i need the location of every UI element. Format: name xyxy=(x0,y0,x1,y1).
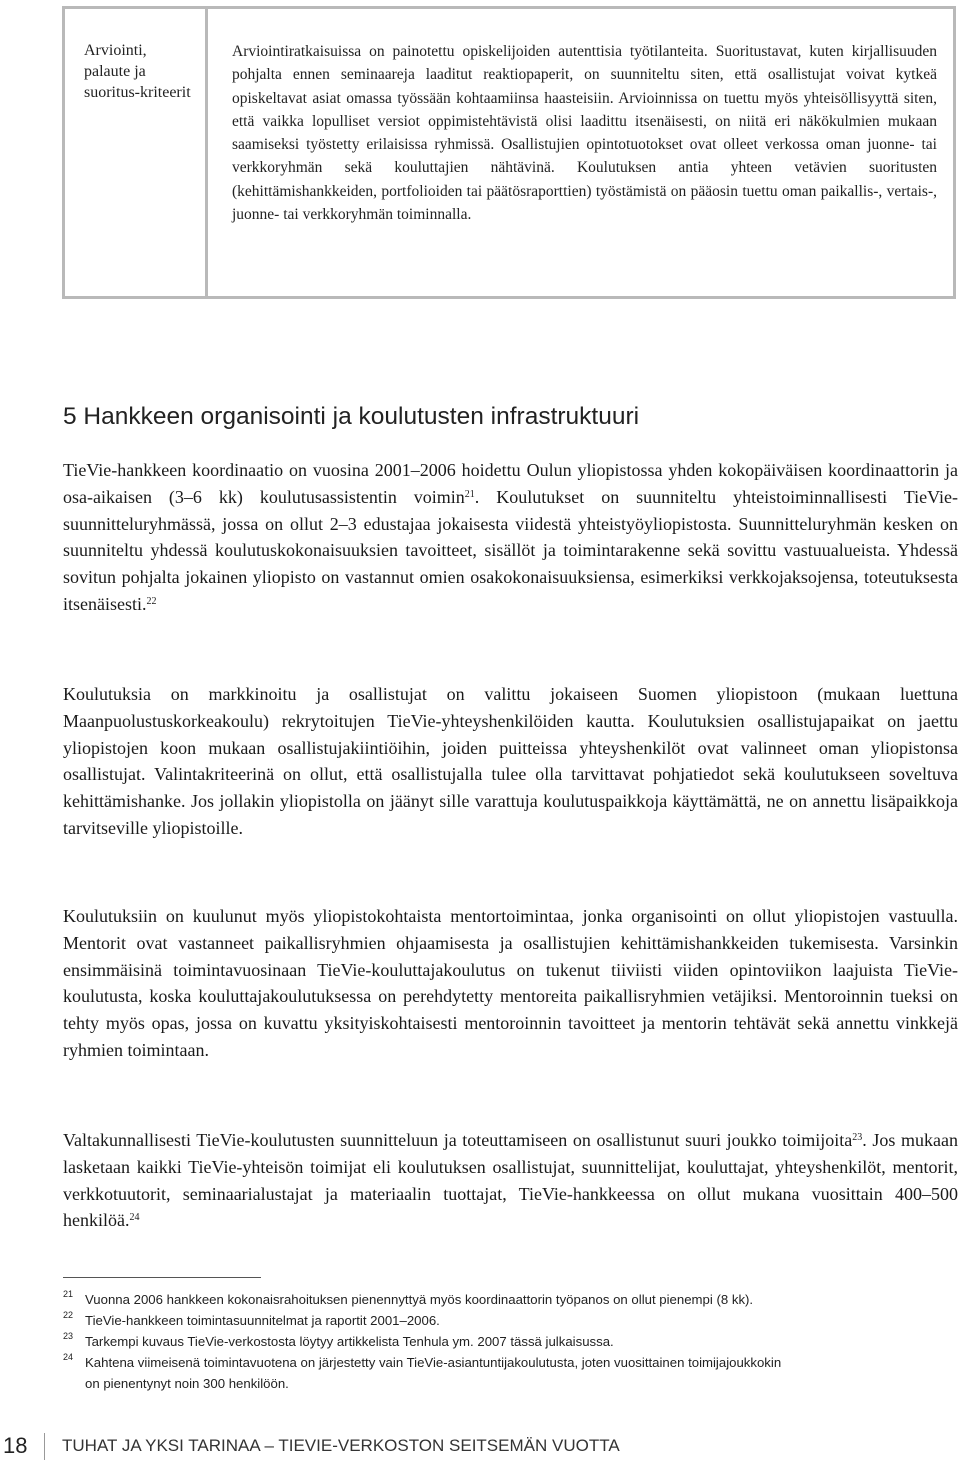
footnote-number: 23 xyxy=(63,1331,74,1341)
paragraph-text: TieVie-hankkeen koordinaatio on vuosina 2001–2006 hoidettu Oulun yliopistossa yhden kokopäiväisen koordinaattorin ja osa-aikaisen (3–6 kk) koulutusassistentin voimin xyxy=(63,460,958,507)
running-title: TUHAT JA YKSI TARINAA – TIEVIE-VERKOSTON SEITSEMÄN VUOTTA xyxy=(62,1436,620,1455)
paragraph-3: Koulutuksiin on kuulunut myös yliopistokohtaista mentortoimintaa, jonka organisointi on ollut yliopistojen vastuulla. Mentorit ovat vastanneet paikallisryhmien ohjaamisesta ja osallistujien kehittämishankkeiden tukemisesta. Varsinkin ensimmäisinä toimintavuosinaan TieVie-kouluttajakoulutus on tukenut tiiviisti viiden opintoviikon laajuista TieVie-koulutusta, koska kouluttajakoulutuksessa on perehdytetty mentoreita paikallisryhmien vetäjiksi. Mentoroinnin tueksi on tehty myös opas, jossa on kuvattu yksityiskohtaisesti mentoroinnin tavoitteet ja mentorin tehtävät sekä annettu vinkkejä ryhmien toimintaan. xyxy=(63,906,958,1060)
paragraph-text: Valtakunnallisesti TieVie-koulutusten suunnitteluun ja toteuttamiseen on osallistunut suuri joukko toimijoita xyxy=(63,1130,853,1150)
info-box xyxy=(62,6,956,299)
footnote-number: 21 xyxy=(63,1289,74,1299)
section-heading: 5 Hankkeen organisointi ja koulutusten infrastruktuuri xyxy=(63,403,640,430)
footnote-text: TieVie-hankkeen toimintasuunnitelmat ja raportit 2001–2006. xyxy=(85,1313,440,1328)
footnote-ref: 24 xyxy=(129,1212,140,1224)
footnote-ref: 21 xyxy=(464,488,475,500)
footnote-rule xyxy=(63,1277,261,1278)
paragraph-4 xyxy=(63,1127,958,1234)
footnote-ref: 23 xyxy=(852,1132,863,1143)
footnote-number: 24 xyxy=(63,1352,74,1362)
footnote-ref: 22 xyxy=(146,595,157,607)
footnote-text: Kahtena viimeisenä toimintavuotena on järjestetty vain TieVie-asiantuntijakoulutusta, joten vuosittainen toimijajoukkokin xyxy=(85,1355,782,1370)
box-label: Arviointi, palaute ja suoritus-kriteerit xyxy=(84,42,191,101)
footer-divider xyxy=(44,1433,45,1460)
footnote-text: Vuonna 2006 hankkeen kokonaisrahoituksen pienennyttyä myös koordinaattorin työpanos on ollut pienempi (8 kk). xyxy=(85,1292,754,1307)
box-divider xyxy=(205,9,208,296)
paragraph-2: Koulutuksia on markkinoitu ja osallistujat on valittu jokaiseen Suomen yliopistoon (mukaan luettuna Maanpuolustuskorkeakoulu) rekrytoitujen TieVie-yhteyshenkilöiden kautta. Koulutuksien osallistujapaikat on jaettu yliopistojen koon mukaan osallistujakiintiöihin, joiden puitteissa yhteyshenkilöt ovat valinneet oman yliopistonsa osallistujat. Valintakriteerinä on ollut, että osallistujalla tulee olla tarvittavat pohjatiedot sekä koulutukseen soveltuva kehittämishanke. Jos jollakin yliopistolla on jäänyt sille varattuja koulutuspaikkoja käyttämättä, ne on annettu lisäpaikkoja tarvitseville yliopistoille. xyxy=(63,684,958,838)
paragraph-text: . Jos mukaan lasketaan kaikki TieVie-yhteisön toimijat eli koulutuksen osallistujat, suunnittelijat, kouluttajat, yhteyshenkilöt, mentorit, verkkotuutorit, seminaarialustajat ja materiaalin tuottajat, TieVie-hankkeessa on ollut mukana vuosittain 400–500 henkilöä. xyxy=(63,1130,958,1231)
paragraph-text: . Koulutukset on suunniteltu yhteistoiminnallisesti TieVie-suunnitteluryhmässä, jossa on ollut 2–3 edustajaa jokaisesta viidestä yhteistyöyliopistosta. Suunnitteluryhmän kesken on suunniteltu yhdessä koulutuskokonaisuuksien tavoitteet, sisällöt ja toimintarakenne sekä sovittu vastuualueista. Yhdessä sovitun pohjalta jokainen yliopisto on vastannut omien osakokonaisuuksiensa, esimerkiksi verkkojaksojensa, toteutuksesta itsenäisesti. xyxy=(63,486,958,614)
paragraph-1 xyxy=(63,457,958,618)
page-number: 18 xyxy=(3,1433,28,1458)
footnote-number: 22 xyxy=(63,1310,74,1320)
page-footer xyxy=(0,1433,960,1463)
box-text: Arviointiratkaisuissa on painotettu opiskelijoiden autenttisia työtilanteita. Suoritustavat, kuten kirjallisuuden pohjalta ennen seminaareja laaditut reaktiopaperit, on suunniteltu siten, että osallistujat voivat kytkeä opiskeltavat asiat omassa työssään kohtaamiinsa haasteisiin. Arvioinnissa on tuettu myös yhteisöllisyyttä siten, että vaikka lopulliset versiot oppimistehtävistä olisi laadittu itsenäisesti, on niitä eri näkökulmien mukaan saamiseksi työstetty erilaisissa ryhmissä. Osallistujien opintotuotokset ovat olleet verkossa oman juonne- tai verkkoryhmän sekä kouluttajien nähtävinä. Koulutuksen antia yhteen vetävien suoritusten (kehittämishankkeiden, portfolioiden tai päätösraporttien) työstämistä on pääosin tuettu oman paikallis-, vertais-, juonne- tai verkkoryhmän toiminnalla. xyxy=(232,43,937,224)
footnote-text: on pienentynyt noin 300 henkilöön. xyxy=(85,1376,289,1391)
footnote-text: Tarkempi kuvaus TieVie-verkostosta löytyy artikkelista Tenhula ym. 2007 tässä julkaisussa. xyxy=(85,1334,614,1349)
